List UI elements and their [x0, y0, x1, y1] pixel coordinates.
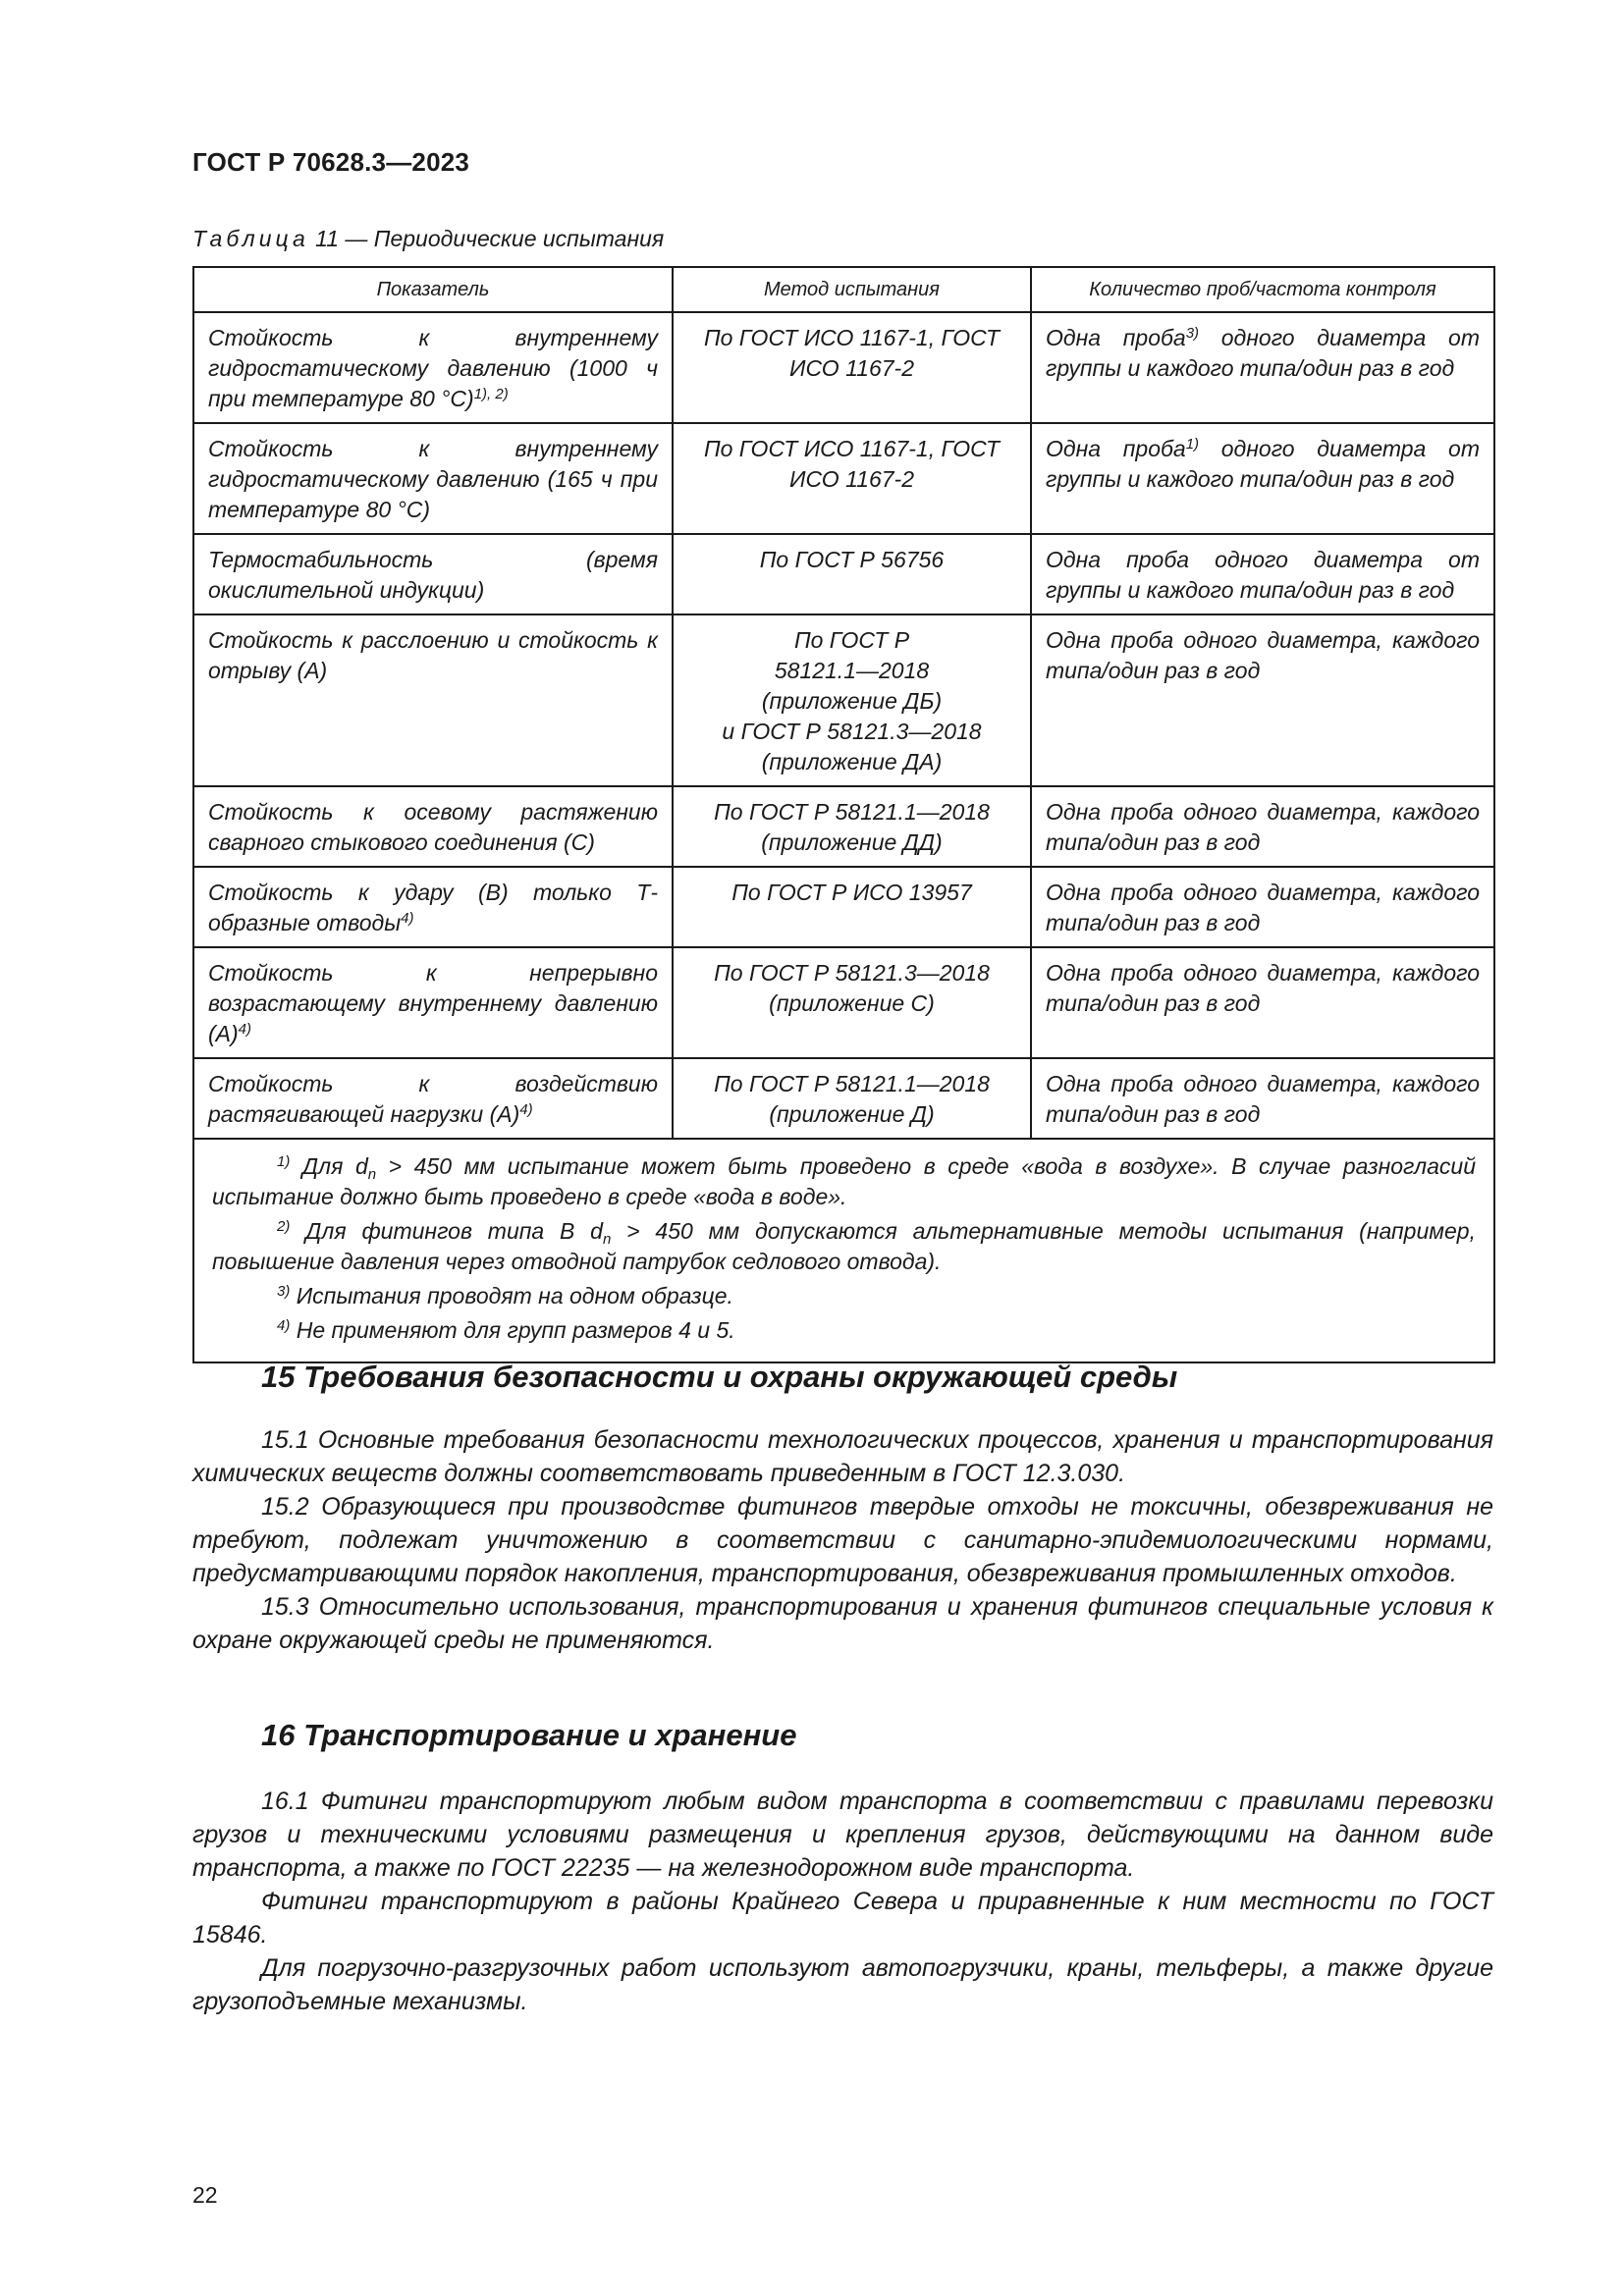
indicator-cell: Стойкость к внутреннему гидростатическому давлению (1000 ч при температуре 80 °C)$^{1), 2)}$ [193, 312, 673, 423]
method-cell [673, 614, 1031, 786]
subscript-n: n [367, 1166, 377, 1183]
method-line: и ГОСТ Р 58121.3—2018 [722, 719, 982, 744]
indicator-cell: Стойкость к воздействию растягивающей нагрузки $(A)^{4)}$ [193, 1058, 673, 1139]
quantity-cell: Одна проба одного диаметра, каждого типа/один раз в год [1031, 786, 1494, 867]
note-marker: 2) [277, 1218, 291, 1235]
method-line: (приложение Д) [769, 1101, 935, 1127]
section-15-heading: 15 Требования безопасности и охраны окружающей среды [261, 1360, 1178, 1394]
indicator-cell: Стойкость к непрерывно возрастающему внутреннему давлению $(A)^{4)}$ [193, 947, 673, 1058]
indicator-cell: Стойкость к внутреннему гидростатическому давлению (165 ч при температуре 80 °C) [193, 423, 673, 534]
quantity-cell: Одна проба$^{3)}$ одного диаметра от группы и каждого типа/один раз в год [1031, 312, 1494, 423]
footnote-ref: 1), 2) [473, 386, 509, 402]
method-cell [673, 947, 1031, 1058]
quantity-cell: Одна проба$^{1)}$ одного диаметра от группы и каждого типа/один раз в год [1031, 423, 1494, 534]
indicator-cell: Термостабильность (время окислительной индукции) [193, 534, 673, 614]
indicator-cell: Стойкость к осевому растяжению сварного стыкового соединения (C) [193, 786, 673, 867]
method-line: (приложение С) [769, 990, 935, 1016]
table-caption-prefix: Таблица [192, 226, 309, 251]
note-marker: 1) [277, 1153, 291, 1170]
subscript-n: n [602, 1231, 612, 1248]
table-row [193, 867, 1494, 947]
method-line: (приложение ДА) [761, 749, 943, 774]
table-row [193, 534, 1494, 614]
paragraph-16-3: Для погрузочно-разгрузочных работ используют автопогрузчики, краны, тельферы, а также другие грузоподъемные механизмы. [192, 1954, 1493, 2015]
periodic-tests-table [192, 266, 1495, 1363]
table-note-3: $^{3)}$ Испытания проводят на одном образце. [277, 1283, 733, 1308]
paragraph-16-1: 16.1 Фитинги транспортируют любым видом транспорта в соответствии с правилами перевозки грузов и техническими условиями размещения и крепления грузов, действующими на данном виде транспорта, а также по ГОСТ 22235 — на железнодорожном виде транспорта. [192, 1788, 1493, 1882]
paragraph-16-2: Фитинги транспортируют в районы Крайнего Севера и приравненные к ним местности по ГОСТ 15846. [192, 1888, 1493, 1949]
document-header: ГОСТ Р 70628.3—2023 [192, 147, 470, 177]
footnote-ref: 1) [1185, 436, 1200, 453]
method-line: (приложение ДБ) [761, 688, 943, 714]
footnote-ref: 4) [238, 1021, 252, 1038]
table-header-row [193, 267, 1494, 312]
column-header-quantity: Количество проб/частота контроля [1031, 267, 1494, 312]
method-cell: По ГОСТ ИСО 1167-1, ГОСТ ИСО 1167-2 [673, 312, 1031, 423]
section-16-body [192, 1785, 1493, 2018]
method-cell [673, 786, 1031, 867]
footnote-ref: 3) [1185, 325, 1200, 342]
table-notes [193, 1139, 1494, 1362]
method-cell: По ГОСТ Р ИСО 13957 [673, 867, 1031, 947]
table-row [193, 312, 1494, 423]
section-16-heading: 16 Транспортирование и хранение [261, 1718, 797, 1752]
method-cell: По ГОСТ Р 56756 [673, 534, 1031, 614]
column-header-indicator: Показатель [193, 267, 673, 312]
footnote-ref: 4) [519, 1101, 533, 1118]
table-note-2: $^{2)}$ Для фитингов типа B $d_n > 450$ мм допускаются альтернативные методы испытания (например, повышение давления через отводной патрубок седлового отвода). [212, 1218, 1476, 1274]
method-line: По ГОСТ Р 58121.1—2018 [714, 799, 990, 825]
method-line: 58121.1—2018 [774, 658, 930, 683]
quantity-cell: Одна проба одного диаметра, каждого типа/один раз в год [1031, 867, 1494, 947]
method-line: (приложение ДД) [761, 829, 943, 855]
table-row [193, 786, 1494, 867]
footnote-ref: 4) [401, 910, 414, 927]
paragraph-15-2: 15.2 Образующиеся при производстве фитингов твердые отходы не токсичны, обезвреживания не требуют, подлежат уничтожению в соответствии с санитарно-эпидемиологическими нормами, предусматривающими порядок накопления, транспортирования, обезвреживания промышленных отходов. [192, 1493, 1493, 1587]
indicator-cell: Стойкость к расслоению и стойкость к отрыву (A) [193, 614, 673, 786]
paragraph-15-3: 15.3 Относительно использования, транспортирования и хранения фитингов специальные условия к охране окружающей среды не применяются. [192, 1593, 1493, 1654]
method-cell [673, 1058, 1031, 1139]
method-line: По ГОСТ Р 58121.1—2018 [714, 1071, 990, 1096]
quantity-cell: Одна проба одного диаметра, каждого типа/один раз в год [1031, 614, 1494, 786]
quantity-cell: Одна проба одного диаметра от группы и каждого типа/один раз в год [1031, 534, 1494, 614]
quantity-cell: Одна проба одного диаметра, каждого типа/один раз в год [1031, 947, 1494, 1058]
note-marker: 3) [277, 1283, 291, 1300]
table-row [193, 947, 1494, 1058]
paragraph-15-1: 15.1 Основные требования безопасности технологических процессов, хранения и транспортирования химических веществ должны соответствовать приведенным в ГОСТ 12.3.030. [192, 1426, 1493, 1487]
table-row [193, 614, 1494, 786]
table-note-4: $^{4)}$ Не применяют для групп размеров 4 и 5. [277, 1317, 735, 1343]
method-cell: По ГОСТ ИСО 1167-1, ГОСТ ИСО 1167-2 [673, 423, 1031, 534]
indicator-cell: Стойкость к удару (B) только Т-образные отводы$^{4)}$ [193, 867, 673, 947]
table-caption-title: 11 — Периодические испытания [308, 226, 665, 251]
page-number: 22 [192, 2182, 218, 2208]
table-row [193, 423, 1494, 534]
table-row [193, 1058, 1494, 1139]
column-header-method: Метод испытания [673, 267, 1031, 312]
table-note-1: $^{1)}$ Для $d_n > 450$ мм испытание может быть проведено в среде «вода в воздухе». В случае разногласий испытание должно быть проведено в среде «вода в воде». [212, 1153, 1476, 1209]
table-notes-row [193, 1139, 1494, 1362]
note-marker: 4) [277, 1317, 291, 1334]
table-caption [192, 226, 664, 252]
method-line: По ГОСТ Р [793, 627, 910, 653]
section-15-body [192, 1423, 1493, 1657]
quantity-cell: Одна проба одного диаметра, каждого типа/один раз в год [1031, 1058, 1494, 1139]
method-line: По ГОСТ Р 58121.3—2018 [714, 960, 990, 986]
